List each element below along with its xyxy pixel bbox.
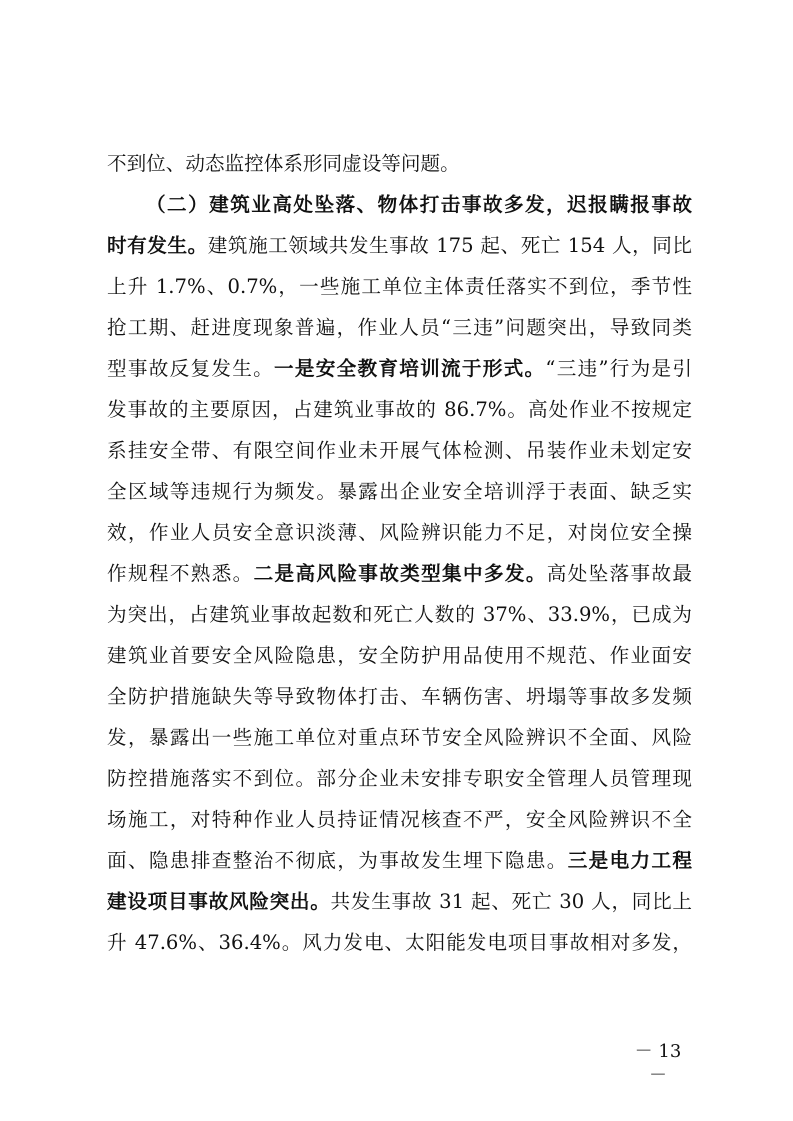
- text-segment: 建筑施工领域共发生事故 175 起、死亡 154 人，同比: [207, 234, 692, 257]
- text-segment: 全区域等违规行为频发。暴露出企业安全培训浮于表面、缺乏实: [107, 480, 692, 503]
- section-heading-end: 时有发生。: [107, 234, 208, 257]
- point-three-heading: 三是电力工程: [567, 849, 692, 872]
- text-segment: 建筑业首要安全风险隐患，安全防护用品使用不规范、作业面安: [107, 644, 692, 667]
- text-line: [107, 840, 692, 881]
- text-segment: 作规程不熟悉。: [107, 562, 254, 585]
- text-segment: 型事故反复发生。: [107, 357, 275, 380]
- text-line: [107, 430, 692, 471]
- text-segment: “三违”行为是引: [545, 357, 692, 380]
- text-segment: 共发生事故 31 起、死亡 30 人，同比上: [330, 890, 692, 913]
- text-line: [107, 512, 692, 553]
- text-line: [107, 799, 692, 840]
- text-line: [107, 881, 692, 922]
- text-segment: 高处坠落事故最: [546, 562, 692, 585]
- document-body: [107, 143, 692, 963]
- text-segment: 上升 1.7%、0.7%，一些施工单位主体责任落实不到位，季节性: [107, 275, 692, 298]
- text-segment: 面、隐患排查整治不彻底，为事故发生埋下隐患。: [107, 849, 568, 872]
- point-one-heading: 一是安全教育培训流于形式。: [274, 357, 546, 380]
- text-line: [107, 635, 692, 676]
- text-line: [107, 266, 692, 307]
- page-number: － 13 －: [634, 1041, 682, 1086]
- text-segment: 全防护措施缺失等导致物体打击、车辆伤害、坍塌等事故多发频: [107, 685, 692, 708]
- text-line: [107, 348, 692, 389]
- text-line: [107, 758, 692, 799]
- text-line: [107, 471, 692, 512]
- text-line: [107, 553, 692, 594]
- text-segment: 发，暴露出一些施工单位对重点环节安全风险辨识不全面、风险: [107, 726, 692, 749]
- section-heading: （二）建筑业高处坠落、物体打击事故多发，迟报瞒报事故: [146, 193, 692, 216]
- point-two-heading: 二是高风险事故类型集中多发。: [253, 562, 547, 585]
- text-line: [107, 594, 692, 635]
- text-segment: 不到位、动态监控体系形同虚设等问题。: [107, 152, 460, 175]
- text-line: [107, 389, 692, 430]
- text-segment: 防控措施落实不到位。部分企业未安排专职安全管理人员管理现: [107, 767, 692, 790]
- text-segment: 升 47.6%、36.4%。风力发电、太阳能发电项目事故相对多发，: [107, 931, 692, 954]
- text-segment: 效，作业人员安全意识淡薄、风险辨识能力不足，对岗位安全操: [107, 521, 692, 544]
- text-line: [107, 676, 692, 717]
- text-segment: 为突出，占建筑业事故起数和死亡人数的 37%、33.9%，已成为: [107, 603, 692, 626]
- point-three-heading-end: 建设项目事故风险突出。: [107, 890, 331, 913]
- text-line: [107, 717, 692, 758]
- section-heading-line: [107, 184, 692, 225]
- text-segment: 系挂安全带、有限空间作业未开展气体检测、吊装作业未划定安: [107, 439, 692, 462]
- text-line: [107, 307, 692, 348]
- text-segment: 抢工期、赶进度现象普遍，作业人员“三违”问题突出，导致同类: [107, 316, 692, 339]
- text-line: [107, 225, 692, 266]
- text-segment: 发事故的主要原因，占建筑业事故的 86.7%。高处作业不按规定: [107, 398, 692, 421]
- text-line: [107, 143, 692, 184]
- text-line: [107, 922, 692, 963]
- text-segment: 场施工，对特种作业人员持证情况核查不严，安全风险辨识不全: [107, 808, 692, 831]
